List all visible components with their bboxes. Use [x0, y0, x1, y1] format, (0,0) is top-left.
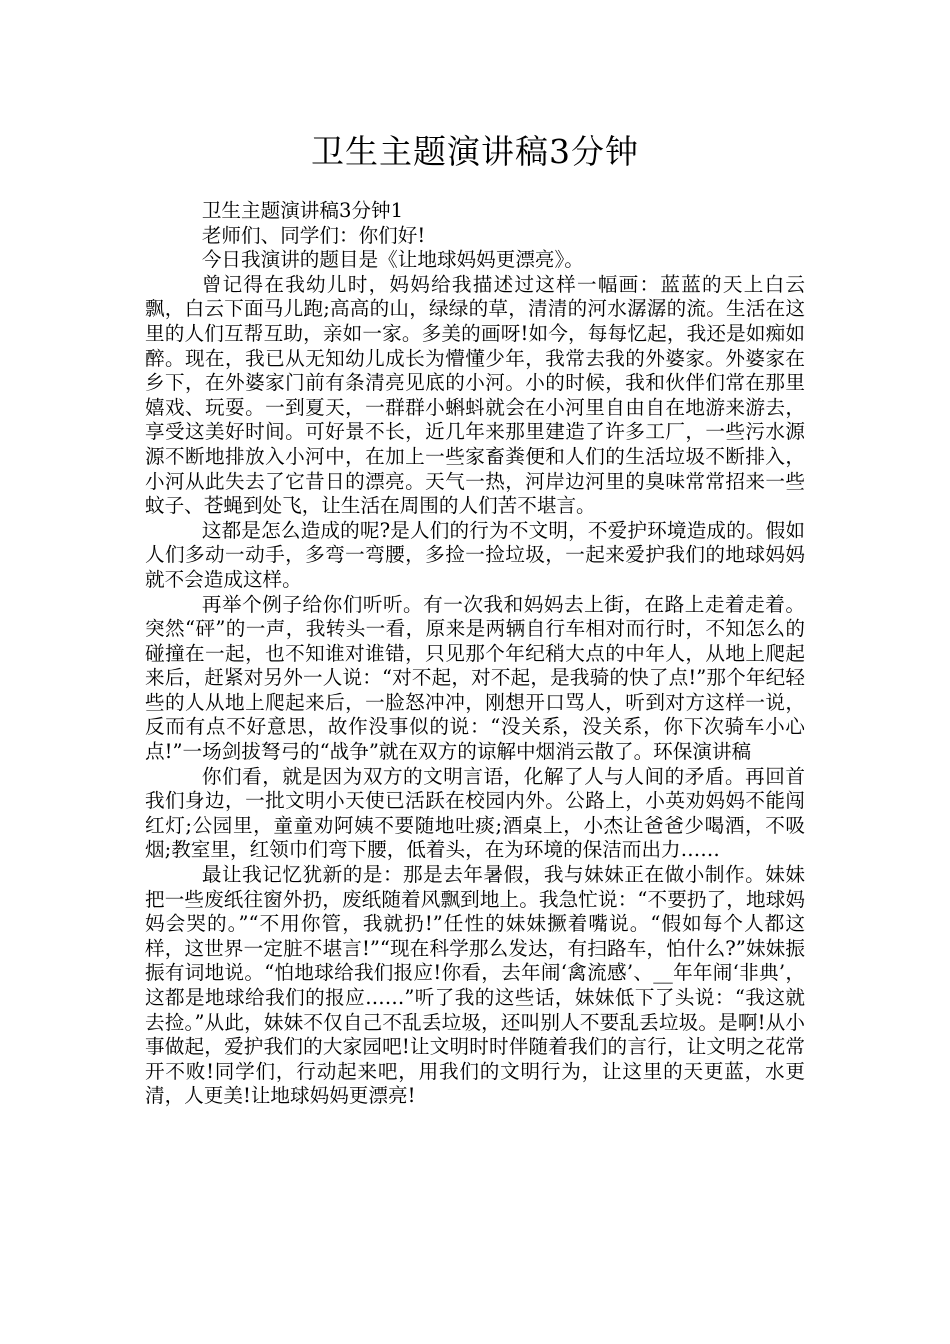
paragraph-conclusion: 最让我记忆犹新的是：那是去年暑假，我与妹妹正在做小制作。妹妹把一些废纸往窗外扔，废纸随着风飘到地上。我急忙说：“不要扔了，地球妈妈会哭的。”“不用你管，我就扔!”任性的妹妹撅着嘴说。“假如每个人都这样，这世界一定脏不堪言!”“现在科学那么发达，有扫路车，怕什么?”妹妹振振有词地说。“怕地球给我们报应!你看，去年闹‘禽流感’、__年年闹‘非典’，这都是地球给我们的报应……”听了我的这些话，妹妹低下了头说：“我这就去捡。”从此，妹妹不仅自己不乱丢垃圾，还叫别人不要乱丢垃圾。是啊!从小事做起，爱护我们的大家园吧!让文明时时伴随着我们的言行，让文明之花常开不败!同学们，行动起来吧，用我们的文明行为，让这里的天更蓝，水更清，人更美!让地球妈妈更漂亮! — [145, 863, 805, 1108]
paragraph-cause: 这都是怎么造成的呢?是人们的行为不文明，不爱护环境造成的。假如人们多动一动手，多弯一弯腰，多捡一捡垃圾，一起来爱护我们的地球妈妈就不会造成这样。 — [145, 518, 805, 591]
paragraph-greeting: 老师们、同学们：你们好! — [201, 223, 426, 247]
paragraph-topic: 今日我演讲的题目是《让地球妈妈更漂亮》。 — [201, 248, 584, 272]
paragraph-civility: 你们看，就是因为双方的文明言语，化解了人与人间的矛盾。再回首我们身边，一批文明小天使已活跃在校园内外。公路上，小英劝妈妈不能闯红灯;公园里，童童劝阿姨不要随地吐痰;酒桌上，小杰让爸爸少喝酒，不吸烟;教室里，红领巾们弯下腰，低着头，在为环境的保洁而出力…… — [145, 764, 805, 862]
paragraph-example: 再举个例子给你们听听。有一次我和妈妈去上街，在路上走着走着。突然“砰”的一声，我转头一看，原来是两辆自行车相对而行时，不知怎么的碰撞在一起，也不知谁对谁错，只见那个年纪稍大点的中年人，从地上爬起来后，赶紧对另外一人说：“对不起，对不起，是我骑的快了点!”那个年纪轻些的人从地上爬起来后，一脸怒冲冲，刚想开口骂人，听到对方这样一说，反而有点不好意思，故作没事似的说：“没关系，没关系，你下次骑车小心点!”一场剑拔弩弓的“战争”就在双方的谅解中烟消云散了。环保演讲稿 — [145, 592, 805, 764]
paragraph-subtitle: 卫生主题演讲稿3分钟1 — [201, 199, 404, 222]
document-title: 卫生主题演讲稿3分钟 — [311, 132, 639, 171]
document-body — [145, 199, 805, 1109]
paragraph-memory: 曾记得在我幼儿时，妈妈给我描述过这样一幅画：蓝蓝的天上白云飘，白云下面马儿跑;高高的山，绿绿的草，清清的河水潺潺的流。生活在这里的人们互帮互助，亲如一家。多美的画呀!如今，每每忆起，我还是如痴如醉。现在，我已从无知幼儿成长为懵懂少年，我常去我的外婆家。外婆家在乡下，在外婆家门前有条清亮见底的小河。小的时候，我和伙伴们常在那里嬉戏、玩耍。一到夏天，一群群小蝌蚪就会在小河里自由自在地游来游去，享受这美好时间。可好景不长，近几年来那里建造了许多工厂，一些污水源源不断地排放入小河中，在加上一些家畜粪便和人们的生活垃圾不断排入，小河从此失去了它昔日的漂亮。天气一热，河岸边河里的臭味常常招来一些蚊子、苍蝇到处飞，让生活在周围的人们苦不堪言。 — [145, 272, 805, 518]
